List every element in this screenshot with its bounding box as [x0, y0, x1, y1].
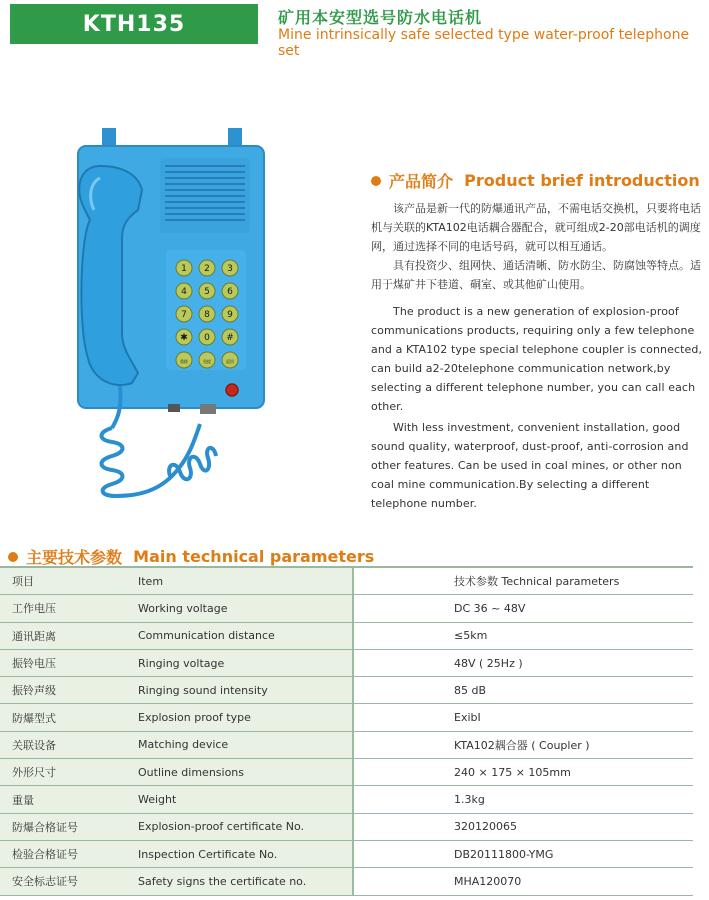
keypad-key-label: 9: [227, 310, 233, 320]
intro-heading: [371, 169, 700, 192]
keypad-key-label: 1: [181, 264, 187, 274]
keypad-key: [176, 306, 192, 322]
param-name-en: Matching device: [138, 731, 353, 758]
param-value: 320120065: [353, 813, 693, 840]
param-name-en: Safety signs the certificate no.: [138, 868, 353, 895]
table-row: [0, 595, 693, 622]
param-name-cn: 项目: [0, 567, 138, 595]
keypad-key-label: 6: [227, 287, 233, 297]
keypad-key-label: 2: [204, 264, 210, 274]
param-value: 48V ( 25Hz ): [353, 649, 693, 676]
param-name-cn: 重量: [0, 786, 138, 813]
intro-heading-en: Product brief introduction: [464, 171, 700, 190]
param-name-cn: 通讯距离: [0, 622, 138, 649]
param-name-cn: 防爆型式: [0, 704, 138, 731]
keypad-key-label: 7: [181, 310, 187, 320]
intro-text: [371, 199, 705, 513]
keypad-key: [222, 306, 238, 322]
keypad-key: [222, 329, 238, 345]
product-title-en: Mine intrinsically safe selected type water-proof telephone set: [278, 27, 690, 59]
param-name-en: Working voltage: [138, 595, 353, 622]
table-row: [0, 622, 693, 649]
keypad-key: [222, 283, 238, 299]
param-name-en: Communication distance: [138, 622, 353, 649]
param-name-cn: 防爆合格证号: [0, 813, 138, 840]
keypad-key: [176, 329, 192, 345]
intro-paragraph-en-1: The product is a new generation of explosion-proof communications products, requiring only a few telephone and a KTA102 type special telephone coupler is connected, can build a2-20telephone communication network,by selecting a different telephone number, you can call each other.: [371, 305, 703, 413]
param-value: 240 × 175 × 105mm: [353, 759, 693, 786]
intro-paragraph-cn-1: 该产品是新一代的防爆通讯产品，不需电话交换机，只要将电话机与关联的KTA102电话耦合器配合，就可组成2-20部电话机的调度网，通过选择不同的电话号码，就可以相互通话。: [371, 202, 701, 253]
param-name-en: Ringing sound intensity: [138, 677, 353, 704]
param-name-cn: 外形尺寸: [0, 759, 138, 786]
param-name-en: Outline dimensions: [138, 759, 353, 786]
params-heading-cn: 主要技术参数: [26, 548, 123, 567]
keypad-key-label: 免提: [203, 359, 211, 364]
param-name-en: Ringing voltage: [138, 649, 353, 676]
param-name-en: Inspection Certificate No.: [138, 840, 353, 867]
keypad-key-label: 3: [227, 264, 233, 274]
param-value: DC 36 ~ 48V: [353, 595, 693, 622]
param-name-cn: 关联设备: [0, 731, 138, 758]
intro-paragraph-en-2: With less investment, convenient installation, good sound quality, waterproof, dust-proof, anti-corrosion and other features. Can be used in coal mines, or other non coal mine communication.By selecting a different telephone number.: [371, 421, 689, 510]
keypad-key-label: 返回: [226, 359, 234, 364]
bullet-dot-icon: [8, 552, 18, 562]
keypad-key-label: 5: [204, 287, 210, 297]
table-row: [0, 840, 693, 867]
params-heading: [8, 545, 374, 568]
table-row: [0, 567, 693, 595]
keypad: [176, 260, 238, 368]
param-value: ExibI: [353, 704, 693, 731]
param-value: DB20111800-YMG: [353, 840, 693, 867]
keypad-key: [176, 260, 192, 276]
param-value: 1.3kg: [353, 786, 693, 813]
param-name-en: Item: [138, 567, 353, 595]
param-value: KTA102耦合器 ( Coupler ): [353, 731, 693, 758]
param-name-en: Explosion proof type: [138, 704, 353, 731]
speaker-grille: [160, 158, 250, 233]
param-value: MHA120070: [353, 868, 693, 895]
table-row: [0, 677, 693, 704]
keypad-key: [222, 352, 238, 368]
params-heading-en: Main technical parameters: [133, 547, 375, 566]
param-name-cn: 检验合格证号: [0, 840, 138, 867]
bullet-dot-icon: [371, 176, 381, 186]
param-name-cn: 振铃声级: [0, 677, 138, 704]
table-row: [0, 813, 693, 840]
keypad-key: [199, 283, 215, 299]
telephone-image: [60, 128, 295, 508]
table-row: [0, 704, 693, 731]
keypad-key: [222, 260, 238, 276]
table-row: [0, 731, 693, 758]
table-row: [0, 759, 693, 786]
param-name-cn: 工作电压: [0, 595, 138, 622]
parameters-table: [0, 566, 693, 896]
keypad-key-label: 4: [181, 287, 187, 297]
param-name-cn: 安全标志证号: [0, 868, 138, 895]
keypad-key: [199, 329, 215, 345]
table-row: [0, 786, 693, 813]
param-value: 技术参数 Technical parameters: [353, 567, 693, 595]
keypad-key-label: 0: [204, 333, 210, 343]
product-title-cn: 矿用本安型选号防水电话机: [278, 8, 483, 27]
param-value: ≤5km: [353, 622, 693, 649]
keypad-key: [199, 260, 215, 276]
keypad-key-label: ✱: [180, 333, 188, 343]
keypad-key: [176, 352, 192, 368]
table-row: [0, 868, 693, 895]
param-name-en: Explosion-proof certificate No.: [138, 813, 353, 840]
keypad-key: [199, 352, 215, 368]
intro-paragraph-cn-2: 具有投资少、组网快、通话清晰、防水防尘、防腐蚀等特点。适用于煤矿井下巷道、硐室、或其他矿山使用。: [371, 259, 701, 291]
model-badge: KTH135: [10, 4, 258, 44]
param-value: 85 dB: [353, 677, 693, 704]
keypad-key-label: 重拨: [180, 359, 188, 364]
indicator-light: [226, 384, 238, 396]
keypad-key: [199, 306, 215, 322]
table-row: [0, 649, 693, 676]
keypad-key-label: #: [226, 333, 234, 343]
param-name-cn: 振铃电压: [0, 649, 138, 676]
keypad-key-label: 8: [204, 310, 210, 320]
keypad-key: [176, 283, 192, 299]
intro-heading-cn: 产品简介: [389, 172, 454, 191]
param-name-en: Weight: [138, 786, 353, 813]
